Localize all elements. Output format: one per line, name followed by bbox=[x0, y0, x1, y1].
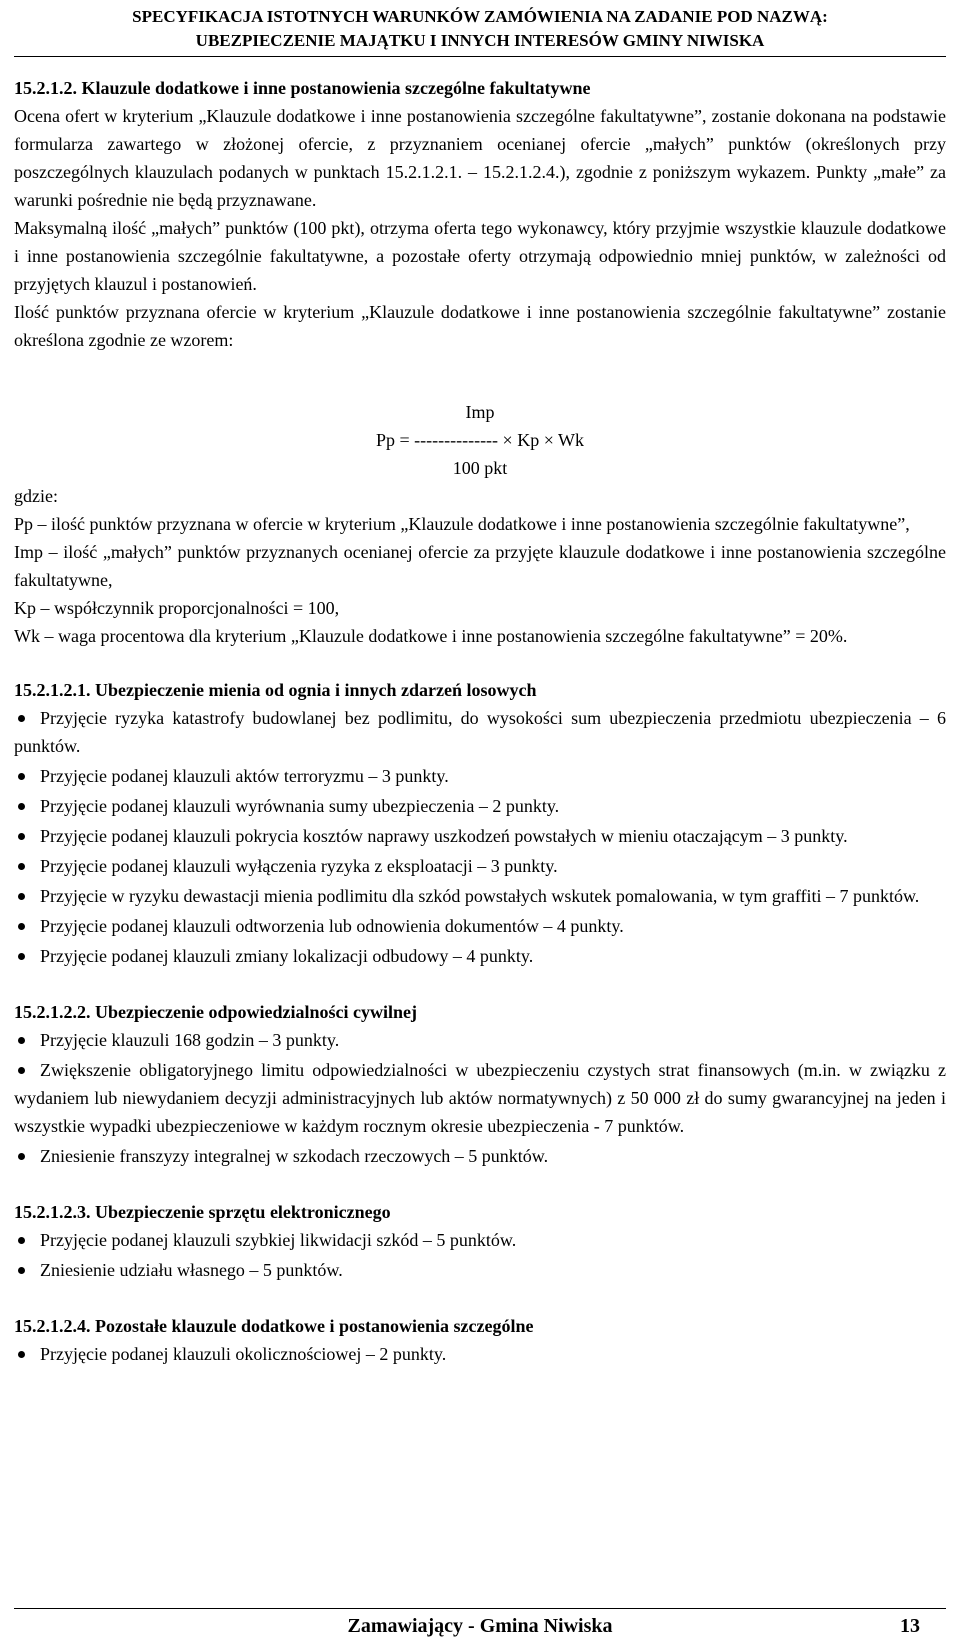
bullet-icon bbox=[18, 1037, 25, 1044]
bullet-icon bbox=[18, 863, 25, 870]
bullet-icon bbox=[18, 1267, 25, 1274]
list-item: Zniesienie udziału własnego – 5 punktów. bbox=[14, 1256, 946, 1284]
bullet-icon bbox=[18, 1153, 25, 1160]
bullet-list bbox=[14, 704, 946, 970]
list-item: Zniesienie franszyzy integralnej w szkodach rzeczowych – 5 punktów. bbox=[14, 1142, 946, 1170]
bullet-list bbox=[14, 1340, 946, 1368]
list-item: Przyjęcie podanej klauzuli odtworzenia lub odnowienia dokumentów – 4 punkty. bbox=[14, 912, 946, 940]
list-item: Przyjęcie podanej klauzuli okolicznościowej – 2 punkty. bbox=[14, 1340, 946, 1368]
legend-intro: gdzie: bbox=[14, 486, 58, 506]
list-item: Przyjęcie podanej klauzuli pokrycia kosztów naprawy uszkodzeń powstałych w mieniu otaczającym – 3 punkty. bbox=[14, 822, 946, 850]
legend-item: Imp – ilość „małych” punktów przyznanych ocenianej ofercie za przyjęte klauzule dodatkowe i inne postanowienia szczególne fakultatywne, bbox=[14, 542, 946, 590]
bullet-icon bbox=[18, 803, 25, 810]
list-item: Przyjęcie podanej klauzuli wyłączenia ryzyka z eksploatacji – 3 punkty. bbox=[14, 852, 946, 880]
formula bbox=[14, 398, 946, 482]
page-header bbox=[0, 0, 960, 53]
bullet-icon bbox=[18, 1351, 25, 1358]
bullet-icon bbox=[18, 773, 25, 780]
list-item: Zwiększenie obligatoryjnego limitu odpowiedzialności w ubezpieczeniu czystych strat finansowych (m.in. w związku z wydaniem lub niewydaniem decyzji administracyjnych lub aktów normatywnych) z 50 000 zł do sumy gwarancyjnej na jeden i wszystkie wypadki ubezpieczeniowe w każdym rocznym okresie ubezpieczenia - 7 punktów. bbox=[14, 1060, 946, 1136]
bullet-icon bbox=[18, 715, 25, 722]
header-divider bbox=[14, 56, 946, 57]
paragraph: Ilość punktów przyznana ofercie w kryterium „Klauzule dodatkowe i inne postanowienia szczególnie fakultatywne” zostanie określona zgodnie ze wzorem: bbox=[14, 302, 946, 350]
footer-text: Zamawiający - Gmina Niwiska bbox=[347, 1615, 613, 1637]
bullet-list bbox=[14, 1026, 946, 1170]
legend-item: Wk – waga procentowa dla kryterium „Klauzule dodatkowe i inne postanowienia szczególne fakultatywne” = 20%. bbox=[14, 626, 848, 646]
legend-item: Kp – współczynnik proporcjonalności = 100, bbox=[14, 598, 340, 618]
formula-numerator: Imp bbox=[465, 402, 495, 422]
page-number: 13 bbox=[900, 1615, 920, 1637]
bullet-icon bbox=[18, 1067, 25, 1074]
list-item: Przyjęcie klauzuli 168 godzin – 3 punkty. bbox=[14, 1026, 946, 1054]
list-item: Przyjęcie podanej klauzuli zmiany lokalizacji odbudowy – 4 punkty. bbox=[14, 942, 946, 970]
section-heading: 15.2.1.2.2. Ubezpieczenie odpowiedzialności cywilnej bbox=[14, 1002, 417, 1022]
list-item: Przyjęcie podanej klauzuli aktów terroryzmu – 3 punkty. bbox=[14, 762, 946, 790]
bullet-icon bbox=[18, 1237, 25, 1244]
section-heading: 15.2.1.2. Klauzule dodatkowe i inne postanowienia szczególne fakultatywne bbox=[14, 78, 591, 98]
header-line-1: SPECYFIKACJA ISTOTNYCH WARUNKÓW ZAMÓWIENIA NA ZADANIE POD NAZWĄ: bbox=[132, 7, 828, 26]
section-heading: 15.2.1.2.1. Ubezpieczenie mienia od ognia i innych zdarzeń losowych bbox=[14, 680, 537, 700]
bullet-icon bbox=[18, 923, 25, 930]
bullet-icon bbox=[18, 953, 25, 960]
list-item: Przyjęcie ryzyka katastrofy budowlanej bez podlimitu, do wysokości sum ubezpieczenia przedmiotu ubezpieczenia – 6 punktów. bbox=[14, 708, 946, 756]
paragraph: Ocena ofert w kryterium „Klauzule dodatkowe i inne postanowienia szczególne fakultatywne”, zostanie dokonana na podstawie formularza zawartego w złożonej ofercie, z przyznaniem ocenianej ofercie „małych” punktów (określonych przy poszczególnych klauzulach podanych w punktach 15.2.1.2.1. – 15.2.1.2.4.), zgodnie z poniższym wykazem. Punkty „małe” za warunki pośrednie nie będą przyznawane. bbox=[14, 106, 946, 210]
document-body bbox=[14, 74, 946, 1370]
bullet-list bbox=[14, 1226, 946, 1284]
formula-main: Pp = -------------- × Kp × Wk bbox=[375, 430, 585, 450]
formula-denominator: 100 pkt bbox=[452, 458, 508, 478]
footer-divider bbox=[14, 1608, 946, 1609]
paragraph: Maksymalną ilość „małych” punktów (100 pkt), otrzyma oferta tego wykonawcy, który przyjmie wszystkie klauzule dodatkowe i inne postanowienia szczególnie fakultatywne, a pozostałe oferty otrzymają odpowiednio mniej punktów, w zależności od przyjętych klauzul i postanowień. bbox=[14, 218, 946, 294]
section-heading: 15.2.1.2.4. Pozostałe klauzule dodatkowe i postanowienia szczególne bbox=[14, 1316, 534, 1336]
legend-item: Pp – ilość punktów przyznana w ofercie w kryterium „Klauzule dodatkowe i inne postanowienia szczególnie fakultatywne”, bbox=[14, 514, 910, 534]
list-item: Przyjęcie podanej klauzuli szybkiej likwidacji szkód – 5 punktów. bbox=[14, 1226, 946, 1254]
bullet-icon bbox=[18, 833, 25, 840]
section-heading: 15.2.1.2.3. Ubezpieczenie sprzętu elektronicznego bbox=[14, 1202, 391, 1222]
list-item: Przyjęcie w ryzyku dewastacji mienia podlimitu dla szkód powstałych wskutek pomalowania, w tym graffiti – 7 punktów. bbox=[14, 882, 946, 910]
list-item: Przyjęcie podanej klauzuli wyrównania sumy ubezpieczenia – 2 punkty. bbox=[14, 792, 946, 820]
header-line-2: UBEZPIECZENIE MAJĄTKU I INNYCH INTERESÓW GMINY NIWISKA bbox=[195, 31, 765, 50]
bullet-icon bbox=[18, 893, 25, 900]
